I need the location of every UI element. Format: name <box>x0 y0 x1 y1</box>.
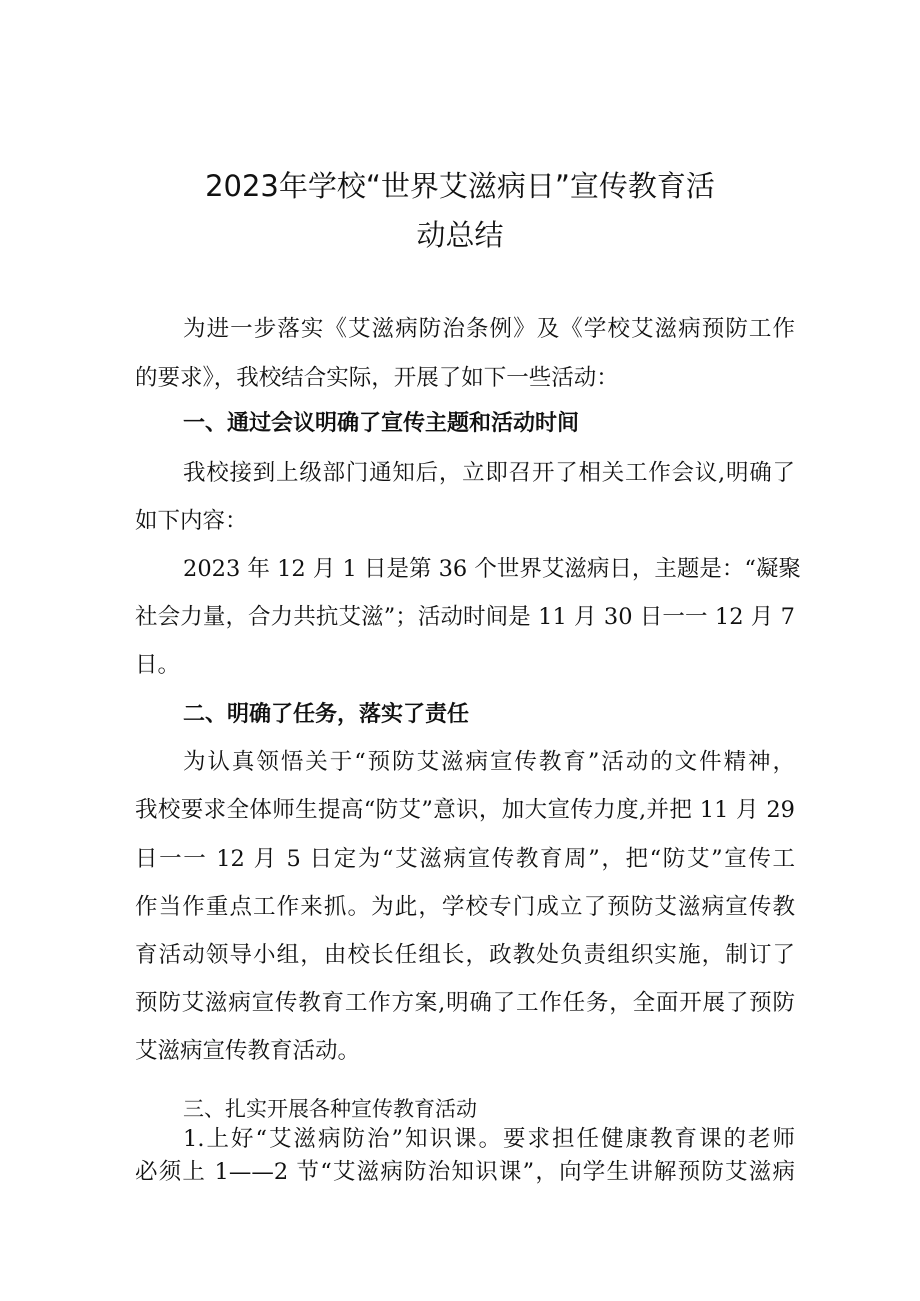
section-3-line-2: 必须上 1——2 节“艾滋病防治知识课”，向学生讲解预防艾滋病 <box>135 1159 795 1185</box>
section-1-heading: 一、通过会议明确了宣传主题和活动时间 <box>183 411 580 436</box>
section-2-line-2: 我校要求全体师生提高“防艾”意识，加大宣传力度,并把 11 月 29 <box>135 797 795 823</box>
section-1-para-2-line-3: 日。 <box>135 652 181 678</box>
section-2-line-7: 艾滋病宣传教育活动。 <box>135 1038 361 1064</box>
section-2-line-5: 育活动领导小组，由校长任组长，政教处负责组织实施，制订了 <box>135 942 795 968</box>
section-2-line-4: 作当作重点工作来抓。为此，学校专门成立了预防艾滋病宣传教 <box>135 894 795 920</box>
section-3-line-1: 1.上好“艾滋病防治”知识课。要求担任健康教育课的老师 <box>183 1126 795 1152</box>
section-1-para-1-line-2: 如下内容： <box>135 508 248 534</box>
intro-line-2: 的要求》，我校结合实际，开展了如下一些活动： <box>135 365 619 391</box>
section-2-line-1: 为认真领悟关于“预防艾滋病宣传教育”活动的文件精神， <box>183 749 795 775</box>
intro-line-1: 为进一步落实《艾滋病防治条例》及《学校艾滋病预防工作 <box>183 316 795 342</box>
section-1-para-1-line-1: 我校接到上级部门通知后，立即召开了相关工作会议,明确了 <box>183 460 795 486</box>
section-2-line-6: 预防艾滋病宣传教育工作方案,明确了工作任务，全面开展了预防 <box>135 990 795 1016</box>
section-3-heading: 三、扎实开展各种宣传教育活动 <box>183 1097 477 1121</box>
document-title-line-1: 2023年学校“世界艾滋病日”宣传教育活 <box>205 169 715 203</box>
section-1-para-2-line-2: 社会力量，合力共抗艾滋”；活动时间是 11 月 30 日一一 12 月 7 <box>135 604 795 630</box>
section-2-heading: 二、明确了任务，落实了责任 <box>183 702 470 727</box>
document-title-line-2: 动总结 <box>416 218 504 252</box>
section-1-para-2-line-1: 2023 年 12 月 1 日是第 36 个世界艾滋病日，主题是：“凝聚 <box>183 556 801 582</box>
section-2-line-3: 日一一 12 月 5 日定为“艾滋病宣传教育周”，把“防艾”宣传工 <box>135 846 795 872</box>
